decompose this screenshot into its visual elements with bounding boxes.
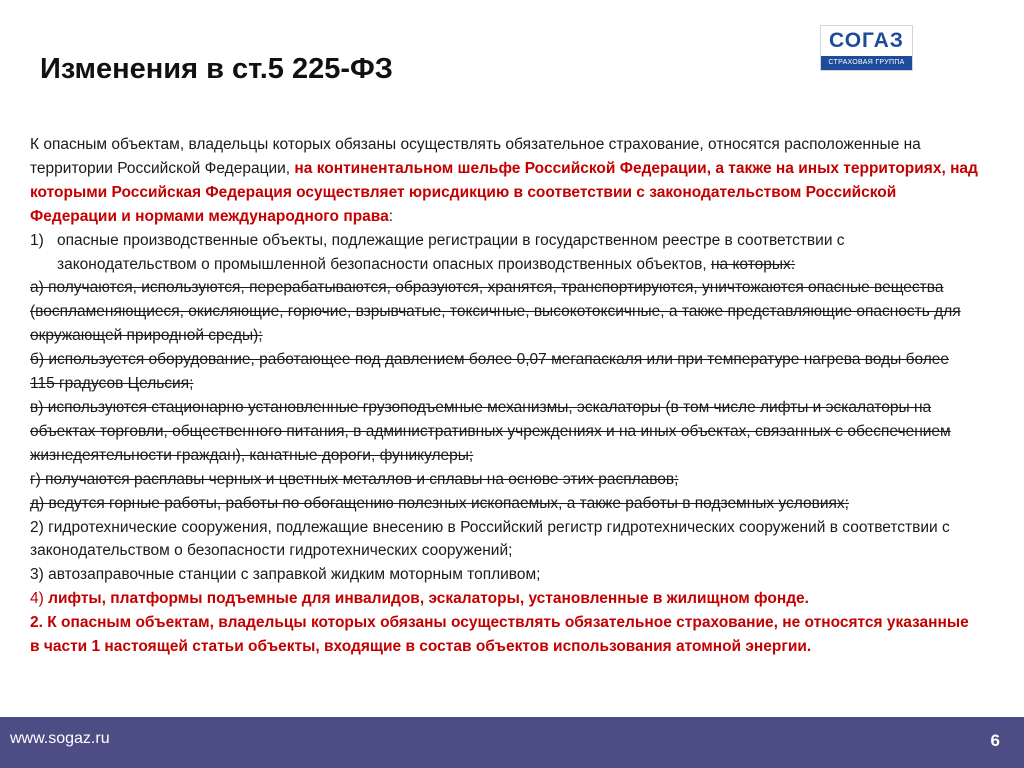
logo-subtitle: СТРАХОВАЯ ГРУППА [821,56,912,70]
list-item-1-main: опасные производственные объекты, подлежащие регистрации в государственном реестре в соответствии с законодательством о промышленной безопасности опасных производственных объектов, [57,231,845,273]
list-marker-4: 4) [30,590,49,608]
struck-subitem-d: д) ведутся горные работы, работы по обогащению полезных ископаемых, а также работы в подземных условиях; [30,494,849,512]
list-item-2: 2) гидротехнические сооружения, подлежащие внесению в Российский регистр гидротехнических сооружений в соответствии с законодательством о безопасности гидротехнических сооружений; [30,518,950,560]
intro-end: : [388,207,394,225]
list-item-1-struck: на которых: [710,255,796,273]
list-item-4 [30,587,978,611]
struck-subitem-b: б) используется оборудование, работающее под давлением более 0,07 мегапаскаля или при температуре нагрева воды более 115 градусов Цельсия; [30,351,950,393]
footer-bar [0,717,1024,768]
slide-body [30,133,978,659]
list-item-1 [30,229,978,277]
struck-subitem-a: а) получаются, используются, перерабатываются, образуются, хранятся, транспортируются, уничтожаются опасные вещества (воспламеняющиеся, окисляющие, горючие, взрывчатые, токсичные, высокотоксичные, а также представляющие опасность для окружающей природной среды); [30,279,961,345]
intro-paragraph [30,133,978,229]
page-number: 6 [990,731,1000,750]
slide-title: Изменения в ст.5 225-ФЗ [40,53,393,85]
intro-highlight-text: на континентальном шельфе Российской Федерации, а также на иных территориях, над которыми Российская Федерация осуществляет юрисдикцию в соответствии с законодательством Российской Федерации и нормами международного права [30,159,978,225]
list-item-3: 3) автозаправочные станции с заправкой жидким моторным топливом; [30,566,541,584]
list-item-1-text [57,229,978,277]
struck-subitem-g: г) получаются расплавы черных и цветных металлов и сплавы на основе этих расплавов; [30,470,679,488]
part-2-paragraph: 2. К опасным объектам, владельцы которых обязаны осуществлять обязательное страхование, не относятся указанные в части 1 настоящей статьи объекты, входящие в состав объектов использования атомной энергии. [30,614,969,656]
sogaz-logo [820,25,913,71]
list-marker-1: 1) [30,231,44,249]
struck-subitem-v: в) используются стационарно установленные грузоподъемные механизмы, эскалаторы (в том числе лифты и эскалаторы на объектах торговли, общественного питания, в административных учреждениях и на иных объектах, связанных с обеспечением жизнедеятельности граждан), канатные дороги, фуникулеры; [30,398,951,464]
footer-url: www.sogaz.ru [10,730,110,747]
intro-plain-text: К опасным объектам, владельцы которых обязаны осуществлять обязательное страхование, относятся расположенные на территории Российской Федерации, [30,136,921,177]
logo-name: СОГАЗ [829,29,904,52]
list-item-4-text: лифты, платформы подъемные для инвалидов, эскалаторы, установленные в жилищном фонде. [48,590,809,608]
